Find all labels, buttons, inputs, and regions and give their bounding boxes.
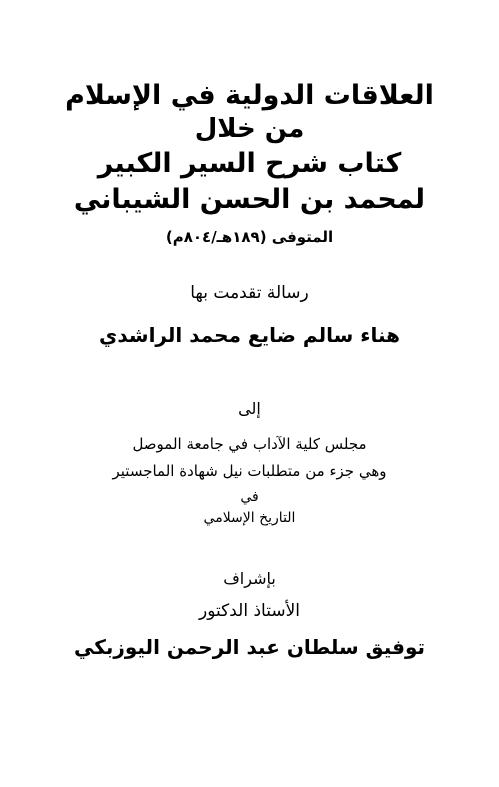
supervisor-name: توفيق سلطان عبد الرحمن اليوزبكي (73, 635, 426, 659)
title-line-4: لمحمد بن الحسن الشيباني (73, 184, 426, 215)
requirement-line: وهي جزء من متطلبات نيل شهادة الماجستير (112, 462, 387, 480)
title-line-2: من خلال (194, 114, 305, 144)
in-label: في (240, 489, 259, 505)
title-line-1: العلاقات الدولية في الإسلام (65, 80, 434, 111)
council-line: مجلس كلية الآداب في جامعة الموصل (132, 435, 367, 453)
to-label: إلى (238, 399, 261, 418)
title-line-3: كتاب شرح السير الكبير (97, 148, 402, 179)
thesis-intro: رسالة تقدمت بها (190, 283, 309, 303)
supervisor-title: الأستاذ الدكتور (199, 601, 300, 621)
supervision-label: بإشراف (223, 569, 276, 588)
field-line: التاريخ الإسلامي (203, 510, 296, 526)
author-name: هناء سالم ضايع محمد الراشدي (99, 323, 400, 347)
death-date: المتوفى (١٨٩هـ/٨٠٤م) (165, 228, 334, 246)
